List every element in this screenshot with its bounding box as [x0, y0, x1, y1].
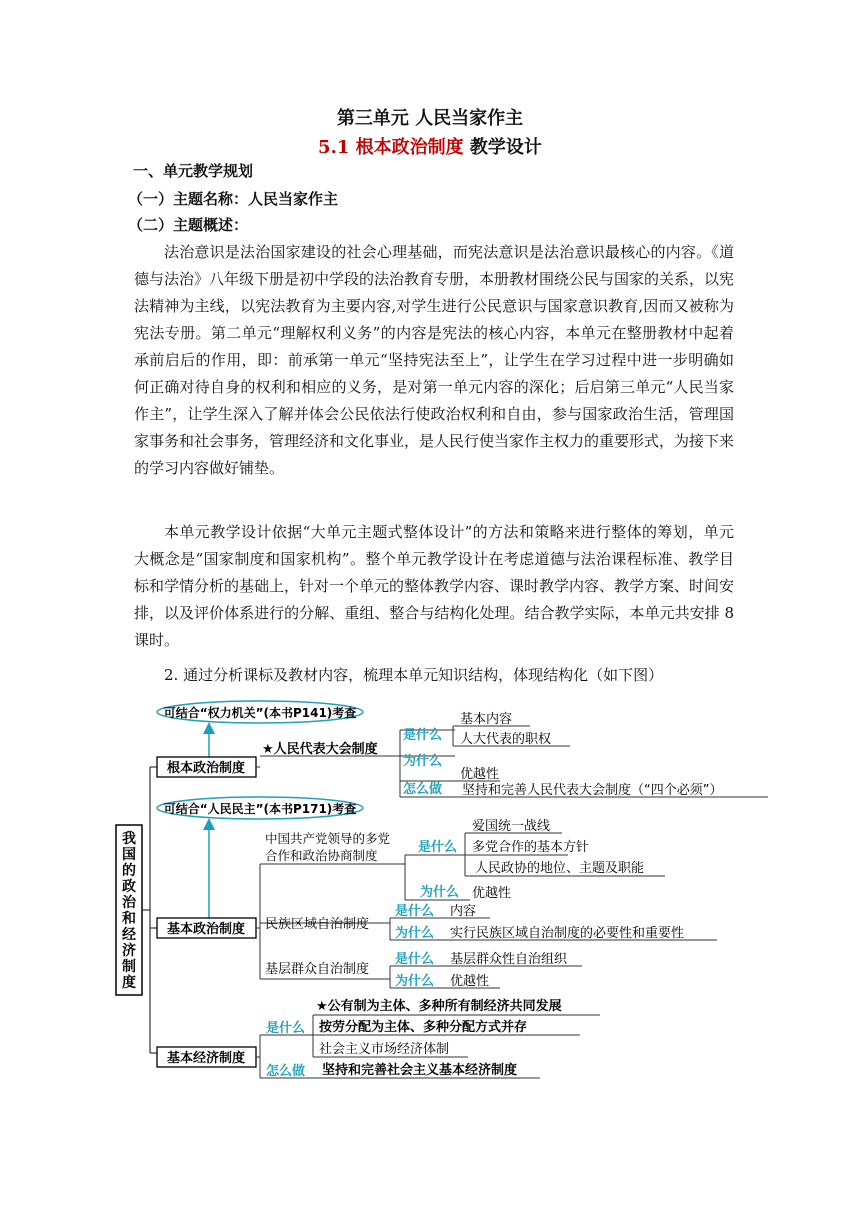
- root-char: 的: [122, 863, 136, 879]
- what-label: 是什么: [395, 904, 435, 919]
- cpc-cooperation-line1: 中国共产党领导的多党: [265, 831, 391, 846]
- how-label: 怎么做: [403, 782, 443, 797]
- lesson-title: [0, 133, 860, 159]
- why-item: 实行民族区域自治制度的必要性和重要性: [450, 926, 685, 941]
- section-heading-1-1: （一）主题名称：人民当家作主: [128, 190, 339, 208]
- why-label: 为什么: [395, 926, 435, 941]
- what-item: 基本内容: [460, 712, 513, 727]
- what-item: 爱国统一战线: [472, 819, 551, 834]
- lesson-name: 根本政治制度: [355, 137, 464, 158]
- what-item: ★公有制为主体、多种所有制经济共同发展: [316, 999, 562, 1014]
- branch-label: 基本政治制度: [166, 922, 246, 937]
- exam-note-people-democracy: 可结合“人民民主”(本书P171)考查: [163, 802, 357, 816]
- root-box: [116, 825, 142, 995]
- why-item: 优越性: [450, 974, 490, 989]
- paragraph-design: 本单元教学设计依据“大单元主题式整体设计”的方法和策略来进行整体的筹划，单元大概念是“国家制度和国家机构”。整个单元教学设计在考虑道德与法治课程标准、教学目标和学情分析的基础上，针对一个单元的整体教学内容、课时教学内容、教学方案、时间安排，以及评价体系进行的分解、重组、整合与结构化处理。结合教学实际，本单元共安排 8 课时。: [134, 523, 735, 649]
- trunk-lines: [142, 767, 157, 1053]
- why-item: 优越性: [472, 886, 512, 901]
- why-label: 为什么: [403, 754, 443, 769]
- branch-fundamental-political-system: [157, 701, 768, 798]
- why-label: 为什么: [395, 974, 435, 989]
- how-item: 坚持和完善人民代表大会制度（“四个必须”）: [462, 783, 723, 798]
- what-item: 人大代表的职权: [460, 732, 552, 747]
- what-label: 是什么: [266, 1021, 306, 1036]
- npc-system-label: ★人民代表大会制度: [262, 742, 378, 757]
- root-char: 政: [122, 879, 136, 895]
- what-item: 内容: [450, 904, 477, 919]
- lesson-suffix: 教学设计: [463, 137, 542, 158]
- why-label: 为什么: [420, 885, 460, 900]
- paragraph-overview: 法治意识是法治国家建设的社会心理基础，而宪法意识是法治意识最核心的内容。《道德与法治》八年级下册是初中学段的法治教育专册，本册教材围绕公民与国家的关系，以宪法精神为主线，以宪法教育为主要内容,对学生进行公民意识与国家意识教育,因而又被称为宪法专册。第二单元“理解权利义务”的内容是宪法的核心内容，本单元在整册教材中起着承前启后的作用，即：前承第一单元“坚持宪法至上”，让学生在学习过程中进一步明确如何正确对待自身的权利和相应的义务，是对第一单元内容的深化；后启第三单元“人民当家作主”，让学生深入了解并体会公民依法行使政治权利和自由，参与国家政治生活，管理国家事务和社会事务，管理经济和文化事业，是人民行使当家作主权力的重要形式，为接下来的学习内容做好铺垫。: [134, 243, 735, 477]
- how-label: 怎么做: [266, 1064, 306, 1079]
- what-label: 是什么: [418, 840, 458, 855]
- ethnic-autonomy-label: 民族区域自治制度: [265, 917, 370, 932]
- how-item: 坚持和完善社会主义基本经济制度: [322, 1063, 518, 1078]
- what-item: 多党合作的基本方针: [472, 840, 590, 855]
- root-char: 国: [122, 847, 136, 863]
- root-char: 制: [122, 959, 136, 975]
- unit-title: 第三单元 人民当家作主: [336, 108, 524, 129]
- section-heading-1: 一、单元教学规划: [133, 162, 254, 180]
- what-item: 基层群众性自治组织: [450, 952, 568, 967]
- root-char: 济: [122, 943, 136, 959]
- branch-label: 基本经济制度: [166, 1051, 246, 1066]
- knowledge-structure-diagram: [100, 690, 780, 1100]
- grassroots-autonomy-label: 基层群众自治制度: [265, 962, 370, 977]
- branch-basic-political-system: [157, 797, 717, 989]
- root-char: 度: [122, 975, 136, 991]
- root-char: 我: [122, 831, 136, 847]
- root-char: 治: [122, 895, 136, 911]
- root-char: 经: [122, 927, 136, 943]
- what-label: 是什么: [403, 728, 443, 743]
- branch-basic-economic-system: [157, 998, 600, 1079]
- why-item: 优越性: [460, 767, 500, 782]
- what-item: 按劳分配为主体、多种分配方式并存: [319, 1020, 528, 1035]
- root-char: 和: [122, 911, 136, 927]
- list-item-2: 2. 通过分析课标及教材内容，梳理本单元知识结构，体现结构化（如下图）: [164, 666, 664, 684]
- section-heading-1-2: （二）主题概述：: [128, 216, 249, 234]
- exam-note-power-organ: 可结合“权力机关”(本书P141)考查: [163, 706, 357, 720]
- what-label: 是什么: [395, 952, 435, 967]
- lesson-number: 5.1: [318, 137, 350, 158]
- cpc-cooperation-line2: 合作和政治协商制度: [265, 848, 378, 863]
- branch-label: 根本政治制度: [166, 761, 246, 776]
- what-item: 社会主义市场经济体制: [319, 1042, 450, 1057]
- what-item: 人民政协的地位、主题及职能: [475, 861, 645, 876]
